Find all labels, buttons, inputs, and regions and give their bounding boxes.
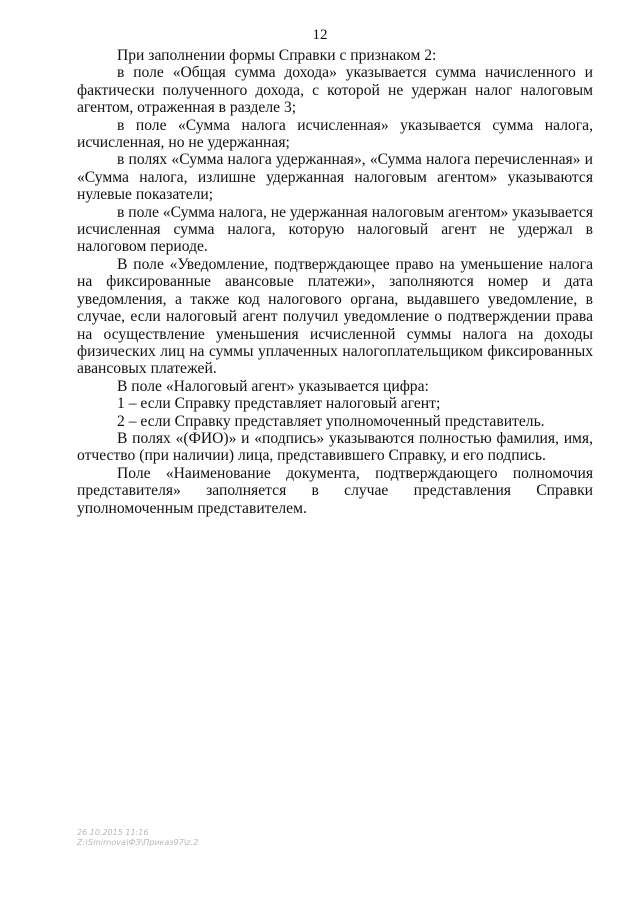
- footer-file-path: Z:\Smirnova\ФЗ\Приказ97\z.2: [77, 838, 199, 847]
- file-footer: [77, 828, 277, 848]
- paragraph: 2 – если Справку представляет уполномоченный представитель.: [117, 412, 545, 430]
- paragraph: в поле «Сумма налога исчисленная» указывается сумма налога, исчисленная, но не удержанная;: [77, 116, 593, 152]
- document-body: [77, 47, 593, 517]
- paragraph: 1 – если Справку представляет налоговый агент;: [117, 395, 441, 413]
- paragraph: В поле «Уведомление, подтверждающее право на уменьшение налога на фиксированные авансовые платежи», заполняются номер и дата уведомления, а также код налогового органа, выдавшего уведомление, в случае, если налоговый агент получил уведомление о подтверждении права на осуществление уменьшения исчисленной суммы налога на доходы физических лиц на суммы уплаченных налогоплательщиком фиксированных авансовых платежей.: [77, 255, 593, 378]
- paragraph: В поле «Налоговый агент» указывается цифра:: [117, 377, 429, 395]
- paragraph: в поле «Общая сумма дохода» указывается сумма начисленного и фактически полученного дохода, с которой не удержан налог налоговым агентом, отраженная в разделе 3;: [77, 64, 593, 117]
- paragraph: При заполнении формы Справки с признаком 2:: [117, 47, 437, 64]
- paragraph: в полях «Сумма налога удержанная», «Сумма налога перечисленная» и «Сумма налога, излишне удержанная налоговым агентом» указываются нулевые показатели;: [77, 151, 593, 204]
- footer-timestamp: 26.10.2015 11:16: [77, 828, 149, 837]
- paragraph: В полях «(ФИО)» и «подпись» указываются полностью фамилия, имя, отчество (при наличии) лица, представившего Справку, и его подпись.: [77, 429, 593, 465]
- paragraph: Поле «Наименование документа, подтверждающего полномочия представителя» заполняется в случае представления Справки уполномоченным представителем.: [77, 464, 593, 517]
- page-number: 12: [312, 27, 328, 43]
- paragraph: в поле «Сумма налога, не удержанная налоговым агентом» указывается исчисленная сумма налога, которую налоговый агент не удержал в налоговом периоде.: [77, 203, 593, 256]
